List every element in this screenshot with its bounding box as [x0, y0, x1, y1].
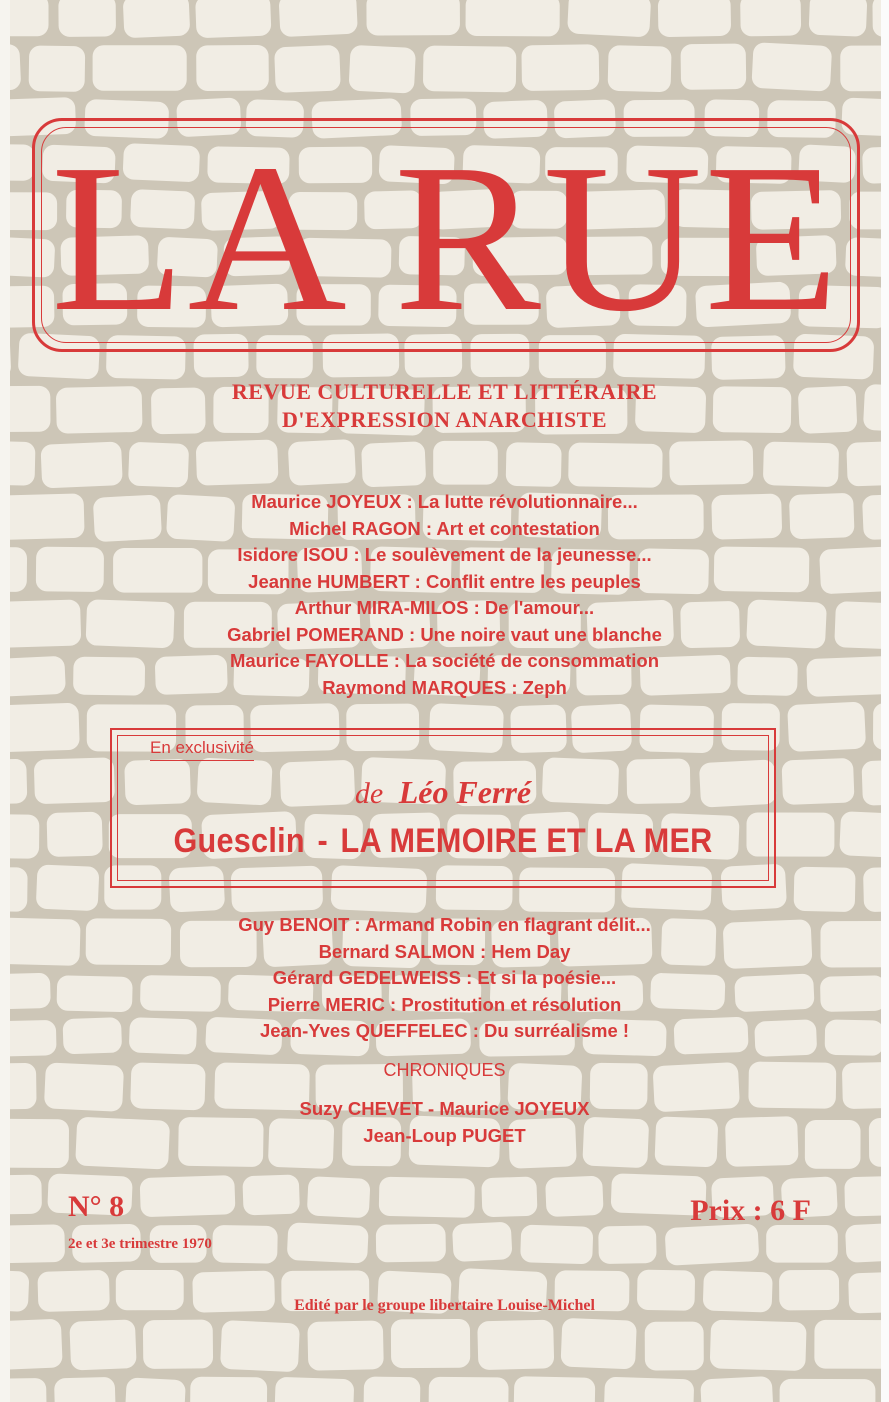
- chronicles-authors: [0, 1095, 889, 1149]
- exclusive-author-line: [112, 774, 774, 811]
- exclusive-work-part2: LA MEMOIRE ET LA MER: [340, 822, 713, 860]
- page-edge-left: [0, 0, 10, 1402]
- contents-list-bottom: [0, 912, 889, 1045]
- issue-date: 2e et 3e trimestre 1970: [68, 1236, 212, 1252]
- chronicles-heading: CHRONIQUES: [383, 1060, 506, 1080]
- contents-item: Jeanne HUMBERT : Conflit entre les peuples: [248, 570, 641, 592]
- contents-item: Michel RAGON : Art et contestation: [289, 517, 600, 539]
- exclusive-author: Léo Ferré: [398, 774, 532, 810]
- masthead-title: LA RUE: [50, 120, 842, 355]
- contents-item: Isidore ISOU : Le soulèvement de la jeunesse...: [237, 544, 652, 565]
- exclusive-label: En exclusivité: [150, 738, 254, 761]
- contents-item: Pierre MERIC : Prostitution et résolution: [267, 993, 622, 1015]
- contents-item: Jean-Yves QUEFFELEC : Du surréalisme !: [259, 1020, 630, 1041]
- masthead-subtitle-line2: D'EXPRESSION ANARCHISTE: [281, 407, 608, 432]
- exclusive-feature-box: [110, 728, 776, 888]
- contents-item: Maurice FAYOLLE : La société de consommation: [229, 650, 660, 671]
- masthead-frame: [32, 118, 860, 355]
- publisher-line: Edité par le groupe libertaire Louise-Michel: [294, 1297, 595, 1314]
- exclusive-work-dash: -: [317, 822, 328, 860]
- exclusive-by: de: [354, 777, 384, 810]
- contents-list-top: [0, 489, 889, 701]
- issue-number: N° 8: [68, 1190, 125, 1223]
- contents-item: Maurice JOYEUX : La lutte révolutionnaire...: [251, 491, 638, 512]
- masthead-subtitle-line1: REVUE CULTURELLE ET LITTÉRAIRE: [231, 379, 658, 404]
- exclusive-work-part1: Guesclin: [173, 822, 305, 860]
- contents-item: Arthur MIRA-MILOS : De l'amour...: [294, 597, 595, 618]
- chronicles-line: Suzy CHEVET - Maurice JOYEUX: [299, 1098, 590, 1119]
- contents-item: Raymond MARQUES : Zeph: [322, 676, 567, 698]
- contents-item: Guy BENOIT : Armand Robin en flagrant délit...: [238, 914, 651, 935]
- chronicles-line: Jean-Loup PUGET: [363, 1125, 526, 1146]
- exclusive-work-title: [145, 822, 741, 861]
- issue-price: Prix : 6 F: [690, 1194, 811, 1227]
- page-edge-right: [881, 0, 889, 1402]
- contents-item: Bernard SALMON : Hem Day: [318, 940, 571, 962]
- contents-item: Gérard GEDELWEISS : Et si la poésie...: [272, 967, 617, 988]
- contents-item: Gabriel POMERAND : Une noire vaut une blanche: [227, 623, 662, 645]
